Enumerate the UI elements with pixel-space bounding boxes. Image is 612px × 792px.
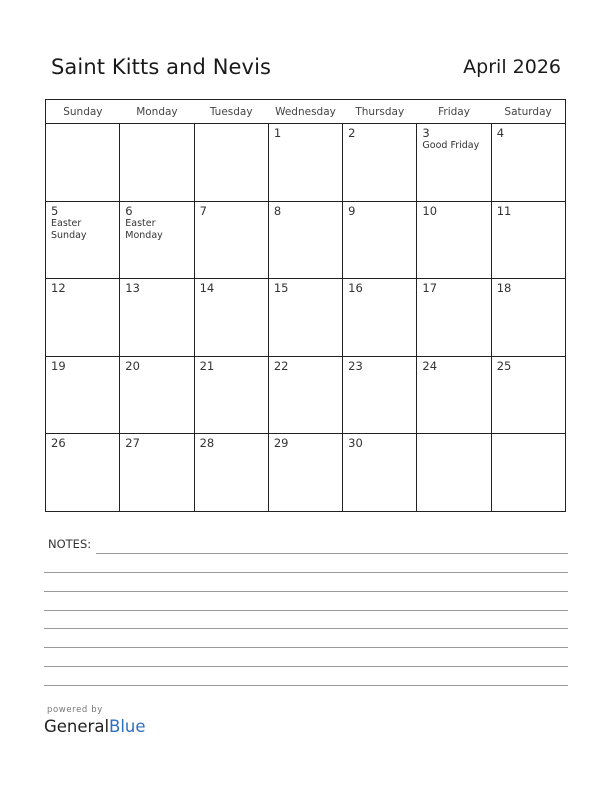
note-line <box>44 666 568 667</box>
calendar-title: Saint Kitts and Nevis <box>51 55 272 79</box>
week-row <box>46 356 566 434</box>
weekday-header: Friday <box>417 100 491 124</box>
day-cell <box>120 279 194 357</box>
day-number: 17 <box>422 281 438 296</box>
week-row <box>46 124 566 202</box>
note-line <box>96 553 568 554</box>
day-cell <box>343 279 417 357</box>
day-cell <box>46 279 120 357</box>
powered-by-text: powered by <box>47 705 103 715</box>
day-number: 1 <box>273 126 282 140</box>
calendar-month: April 2026 <box>463 56 561 78</box>
day-number: 4 <box>496 126 505 140</box>
day-number: 30 <box>348 436 363 451</box>
day-cell <box>417 201 491 279</box>
day-number: 25 <box>496 358 512 373</box>
calendar-grid <box>45 99 566 512</box>
week-row <box>46 434 566 512</box>
day-number: 9 <box>348 203 356 218</box>
day-number: 14 <box>199 281 215 296</box>
day-cell <box>343 201 417 279</box>
day-cell <box>268 124 342 202</box>
weekday-header: Monday <box>120 100 194 124</box>
day-number: 23 <box>348 358 363 373</box>
day-cell <box>194 201 268 279</box>
note-line <box>44 572 568 573</box>
holiday-label: Easter Sunday <box>51 217 87 241</box>
day-cell <box>491 201 565 279</box>
note-line <box>44 628 568 629</box>
day-cell <box>194 434 268 512</box>
day-number: 8 <box>273 203 282 218</box>
day-number: 20 <box>125 358 140 373</box>
day-number: 12 <box>51 281 66 296</box>
note-line <box>44 685 568 686</box>
day-cell <box>46 434 120 512</box>
day-cell <box>268 434 342 512</box>
day-number: 26 <box>51 436 66 451</box>
weekday-header: Tuesday <box>194 100 268 124</box>
day-cell <box>417 279 491 357</box>
day-cell <box>194 279 268 357</box>
day-cell <box>417 434 491 512</box>
day-cell <box>491 279 565 357</box>
day-number: 24 <box>422 358 438 373</box>
day-number: 27 <box>125 436 140 451</box>
day-number: 15 <box>273 281 289 296</box>
day-cell <box>120 124 194 202</box>
day-cell <box>120 434 194 512</box>
day-number: 21 <box>199 358 215 373</box>
day-number: 16 <box>348 281 363 296</box>
weekday-header: Wednesday <box>268 100 342 124</box>
weekday-header: Sunday <box>46 100 120 124</box>
day-number: 13 <box>125 281 140 296</box>
day-cell <box>343 356 417 434</box>
day-number: 7 <box>199 203 207 218</box>
day-number: 2 <box>348 126 356 140</box>
day-cell <box>194 124 268 202</box>
day-number: 19 <box>51 358 66 373</box>
day-cell <box>268 356 342 434</box>
day-cell <box>268 201 342 279</box>
day-number: 5 <box>51 203 59 218</box>
week-row <box>46 201 566 279</box>
day-cell <box>46 356 120 434</box>
weekday-header-row <box>46 100 566 124</box>
brand-blue: Blue <box>109 717 146 736</box>
week-row <box>46 279 566 357</box>
day-cell <box>417 124 491 202</box>
day-number: 6 <box>125 203 133 218</box>
holiday-label: Easter Monday <box>125 217 163 241</box>
day-cell <box>46 124 120 202</box>
day-cell <box>417 356 491 434</box>
weekday-header: Thursday <box>343 100 417 124</box>
generalblue-logo <box>44 717 146 736</box>
day-cell <box>120 356 194 434</box>
day-number: 22 <box>273 358 289 373</box>
note-line <box>44 647 568 648</box>
day-cell <box>343 124 417 202</box>
weekday-header: Saturday <box>491 100 565 124</box>
note-line <box>44 610 568 611</box>
day-cell <box>343 434 417 512</box>
day-number: 3 <box>422 126 430 140</box>
brand-general: General <box>44 717 110 736</box>
day-cell <box>491 124 565 202</box>
day-cell <box>194 356 268 434</box>
day-number: 10 <box>422 203 438 218</box>
note-line <box>44 591 568 592</box>
day-number: 11 <box>496 203 512 218</box>
day-cell <box>120 201 194 279</box>
day-number: 28 <box>199 436 215 451</box>
day-number: 29 <box>273 436 289 451</box>
day-cell <box>268 279 342 357</box>
day-cell <box>491 356 565 434</box>
notes-label: NOTES: <box>48 537 92 551</box>
day-number: 18 <box>496 281 512 296</box>
day-cell <box>46 201 120 279</box>
holiday-label: Good Friday <box>422 140 480 151</box>
day-cell <box>491 434 565 512</box>
